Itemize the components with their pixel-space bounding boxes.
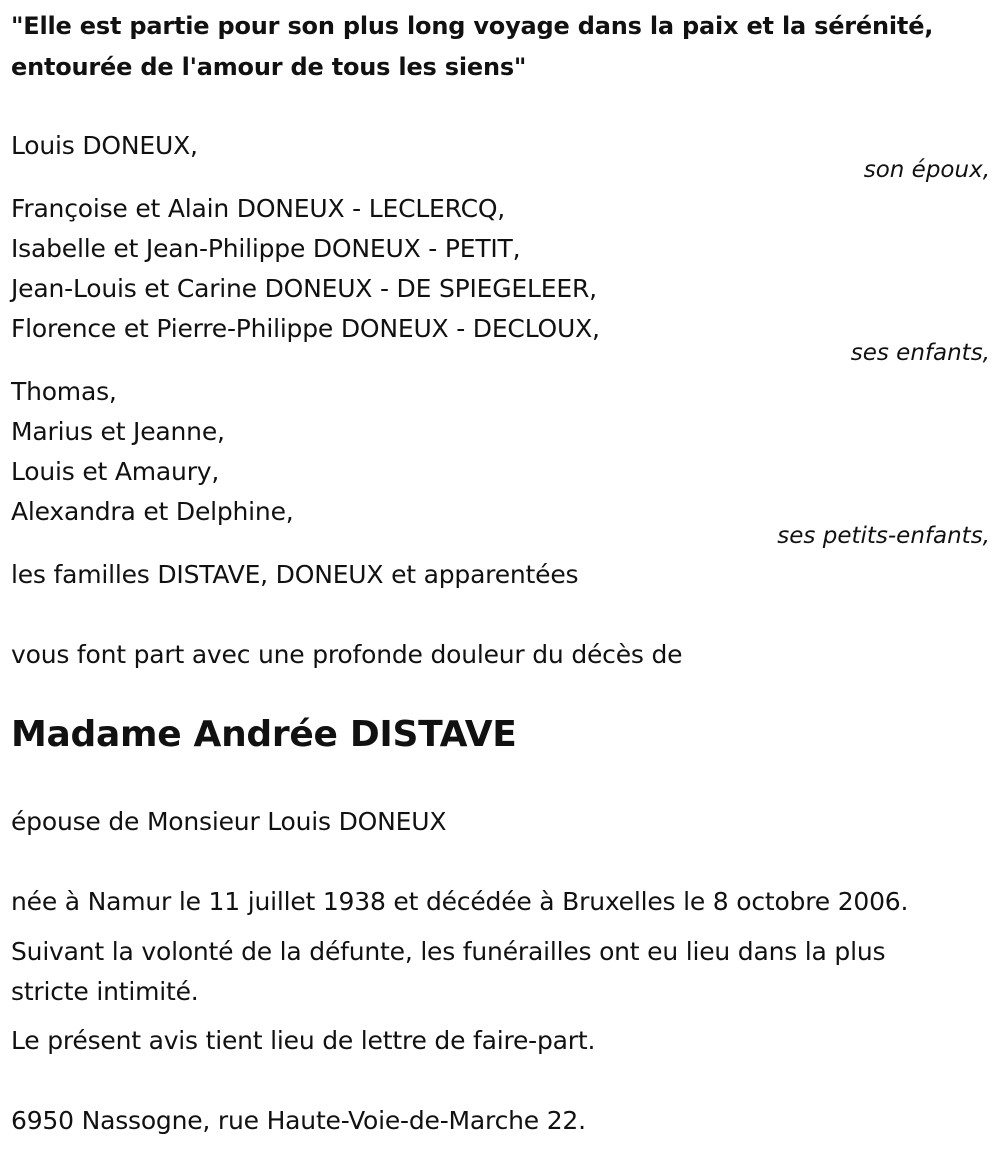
quote-line-2: entourée de l'amour de tous les siens" xyxy=(11,53,527,81)
grandchild-line-4: Alexandra et Delphine, xyxy=(11,497,294,526)
grandchildren-role: ses petits-enfants, xyxy=(777,523,990,549)
child-line-1: Françoise et Alain DONEUX - LECLERCQ, xyxy=(11,194,506,223)
child-line-2: Isabelle et Jean-Philippe DONEUX - PETIT, xyxy=(11,234,521,263)
address-line: 6950 Nassogne, rue Haute-Voie-de-Marche 22. xyxy=(11,1106,586,1135)
grandchild-line-1: Thomas, xyxy=(11,377,117,406)
deceased-name: Madame Andrée DISTAVE xyxy=(11,714,517,755)
quote-line-1: "Elle est partie pour son plus long voyage dans la paix et la sérénité, xyxy=(11,12,934,40)
child-line-3: Jean-Louis et Carine DONEUX - DE SPIEGELEER, xyxy=(11,274,597,303)
funeral-line-1: Suivant la volonté de la défunte, les funérailles ont eu lieu dans la plus xyxy=(11,937,886,966)
funeral-line-2: stricte intimité. xyxy=(11,977,199,1006)
spouse-name: Louis DONEUX, xyxy=(11,131,198,160)
grandchild-line-2: Marius et Jeanne, xyxy=(11,417,225,446)
children-role: ses enfants, xyxy=(850,340,990,366)
birth-death-line: née à Namur le 11 juillet 1938 et décédée à Bruxelles le 8 octobre 2006. xyxy=(11,887,909,916)
notice-line: Le présent avis tient lieu de lettre de faire-part. xyxy=(11,1026,596,1055)
families-line: les familles DISTAVE, DONEUX et apparentées xyxy=(11,560,579,589)
child-line-4: Florence et Pierre-Philippe DONEUX - DECLOUX, xyxy=(11,314,600,343)
grandchild-line-3: Louis et Amaury, xyxy=(11,457,220,486)
spouse-of-line: épouse de Monsieur Louis DONEUX xyxy=(11,807,447,836)
announcement-line: vous font part avec une profonde douleur du décès de xyxy=(11,640,683,669)
spouse-role: son époux, xyxy=(863,157,990,183)
